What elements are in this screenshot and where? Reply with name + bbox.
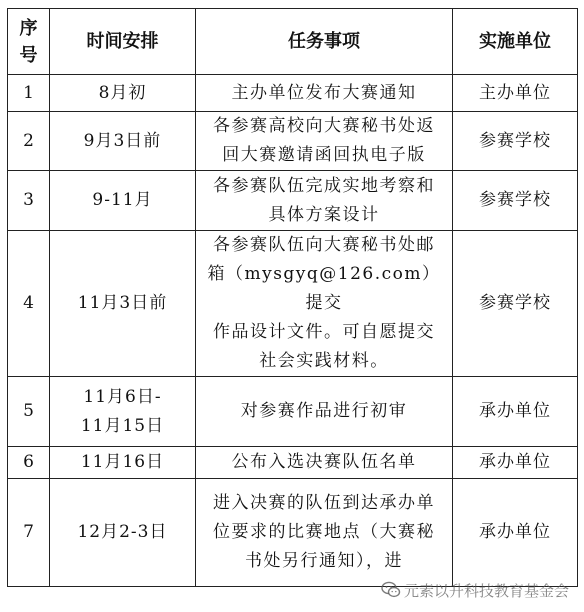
cell-time-line: 11月15日 bbox=[80, 415, 165, 436]
cell-time bbox=[50, 171, 196, 231]
cell-time-line: 9-11月 bbox=[92, 190, 153, 210]
cell-task-line: 书处另行通知），进 bbox=[245, 551, 403, 571]
cell-task-line: 作品设计文件。可自愿提交 bbox=[213, 322, 435, 342]
schedule-table bbox=[7, 8, 578, 587]
cell-task bbox=[196, 479, 453, 587]
header-row bbox=[8, 9, 578, 75]
watermark bbox=[381, 577, 577, 603]
cell-time bbox=[50, 479, 196, 587]
cell-seq: 7 bbox=[8, 479, 50, 587]
cell-seq: 4 bbox=[8, 231, 50, 377]
cell-task-line: 对参赛作品进行初审 bbox=[240, 401, 408, 421]
cell-task-line: 回大赛邀请函回执电子版 bbox=[222, 145, 426, 165]
table-row bbox=[8, 75, 578, 112]
cell-task-line: 社会实践材料。 bbox=[259, 351, 389, 371]
cell-time-line: 11月6日- bbox=[83, 386, 162, 407]
cell-time bbox=[50, 75, 196, 112]
header-seq-line1: 序 bbox=[19, 17, 38, 39]
cell-task bbox=[196, 377, 453, 447]
cell-seq: 2 bbox=[8, 112, 50, 171]
cell-time bbox=[50, 447, 196, 479]
cell-task-line: 进入决赛的队伍到达承办单 bbox=[213, 493, 435, 513]
cell-time bbox=[50, 112, 196, 171]
header-time: 时间安排 bbox=[50, 9, 196, 75]
cell-unit: 参赛学校 bbox=[453, 231, 578, 377]
cell-task bbox=[196, 231, 453, 377]
table-row bbox=[8, 447, 578, 479]
cell-time-line: 11月16日 bbox=[80, 452, 165, 472]
cell-unit: 承办单位 bbox=[453, 447, 578, 479]
cell-time bbox=[50, 377, 196, 447]
header-seq-line2: 号 bbox=[19, 44, 38, 66]
header-seq bbox=[8, 9, 50, 75]
cell-seq: 6 bbox=[8, 447, 50, 479]
header-task: 任务事项 bbox=[196, 9, 453, 75]
cell-unit: 主办单位 bbox=[453, 75, 578, 112]
cell-task bbox=[196, 447, 453, 479]
cell-unit: 承办单位 bbox=[453, 479, 578, 587]
cell-time-line: 12月2-3日 bbox=[77, 522, 168, 542]
cell-task-line: 位要求的比赛地点（大赛秘 bbox=[213, 522, 435, 542]
table-row bbox=[8, 171, 578, 231]
wechat-icon bbox=[381, 580, 401, 600]
table-row bbox=[8, 479, 578, 587]
cell-task-line: 主办单位发布大赛通知 bbox=[231, 82, 417, 103]
cell-task-line: 各参赛高校向大赛秘书处返 bbox=[213, 116, 435, 136]
cell-task-line: 各参赛队伍完成实地考察和 bbox=[213, 175, 435, 196]
watermark-text: 元素以升科技教育基金会 bbox=[404, 581, 570, 600]
cell-task-line: 具体方案设计 bbox=[268, 204, 380, 225]
cell-task bbox=[196, 75, 453, 112]
header-unit: 实施单位 bbox=[453, 9, 578, 75]
cell-time-line: 9月3日前 bbox=[83, 130, 162, 151]
cell-time bbox=[50, 231, 196, 377]
cell-unit: 参赛学校 bbox=[453, 112, 578, 171]
cell-task-line: 各参赛队伍向大赛秘书处邮 bbox=[213, 235, 435, 255]
cell-task-line: 箱（mysgyq@126.com）提交 bbox=[207, 264, 441, 313]
cell-seq: 3 bbox=[8, 171, 50, 231]
cell-task bbox=[196, 112, 453, 171]
table-row bbox=[8, 377, 578, 447]
cell-time-line: 8月初 bbox=[98, 82, 147, 103]
table-row bbox=[8, 231, 578, 377]
cell-unit: 承办单位 bbox=[453, 377, 578, 447]
cell-seq: 5 bbox=[8, 377, 50, 447]
table-body bbox=[8, 75, 578, 587]
cell-unit: 参赛学校 bbox=[453, 171, 578, 231]
cell-task-line: 公布入选决赛队伍名单 bbox=[231, 452, 417, 472]
cell-task bbox=[196, 171, 453, 231]
cell-time-line: 11月3日前 bbox=[77, 293, 168, 313]
table-row bbox=[8, 112, 578, 171]
cell-seq: 1 bbox=[8, 75, 50, 112]
